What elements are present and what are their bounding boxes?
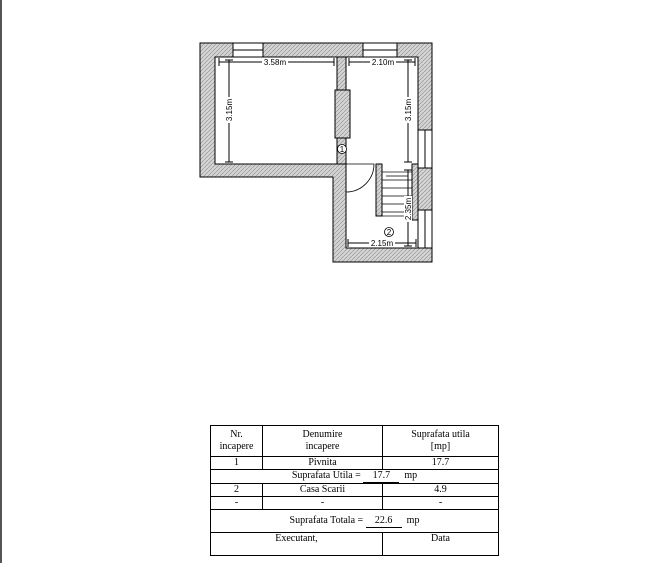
subtotal-row — [211, 470, 499, 484]
dim-top-left: 3.58m — [263, 58, 287, 67]
dim-stair-height: 2.35m — [404, 197, 413, 221]
dim-right-height: 3.15m — [404, 98, 413, 122]
header-denumire: Denumire incapere — [263, 426, 383, 457]
total-unit: mp — [406, 514, 420, 526]
room-marker-1 — [338, 145, 347, 155]
walls — [200, 43, 432, 262]
row-nr: 2 — [211, 484, 263, 497]
executant-cell: Executant, — [211, 533, 383, 556]
row-nr: 1 — [211, 457, 263, 470]
table-header-row — [211, 426, 499, 457]
subtotal-label: Suprafata Utila = — [291, 470, 364, 481]
row-area: - — [383, 497, 499, 510]
total-row — [211, 510, 499, 533]
table-row — [211, 497, 499, 510]
row-name: - — [263, 497, 383, 510]
row-area: 4.9 — [383, 484, 499, 497]
signature-row — [211, 533, 499, 556]
dim-left-height: 3.15m — [225, 98, 234, 122]
row-name: Pivnita — [263, 457, 383, 470]
dimension-labels — [225, 58, 413, 248]
surface-schedule-table — [210, 425, 499, 556]
row-area: 17.7 — [383, 457, 499, 470]
row-nr: - — [211, 497, 263, 510]
row-name: Casa Scarii — [263, 484, 383, 497]
svg-text:1: 1 — [339, 145, 345, 154]
dim-bottom-width: 2.15m — [370, 239, 394, 248]
header-nr: Nr. incapere — [211, 426, 263, 457]
dimension-lines — [219, 58, 416, 247]
subtotal-value: 17.7 — [363, 470, 399, 483]
room-marker-2 — [385, 228, 394, 238]
total-label: Suprafata Totala = — [289, 514, 366, 526]
svg-text:2: 2 — [386, 228, 392, 237]
header-suprafata: Suprafata utila [mp] — [383, 426, 499, 457]
total-value: 22.6 — [366, 515, 402, 528]
table-row — [211, 457, 499, 470]
dim-top-right: 2.10m — [371, 58, 395, 67]
table-row — [211, 484, 499, 497]
data-cell: Data — [383, 533, 499, 556]
door-swing — [346, 164, 374, 192]
subtotal-unit: mp — [404, 470, 418, 481]
